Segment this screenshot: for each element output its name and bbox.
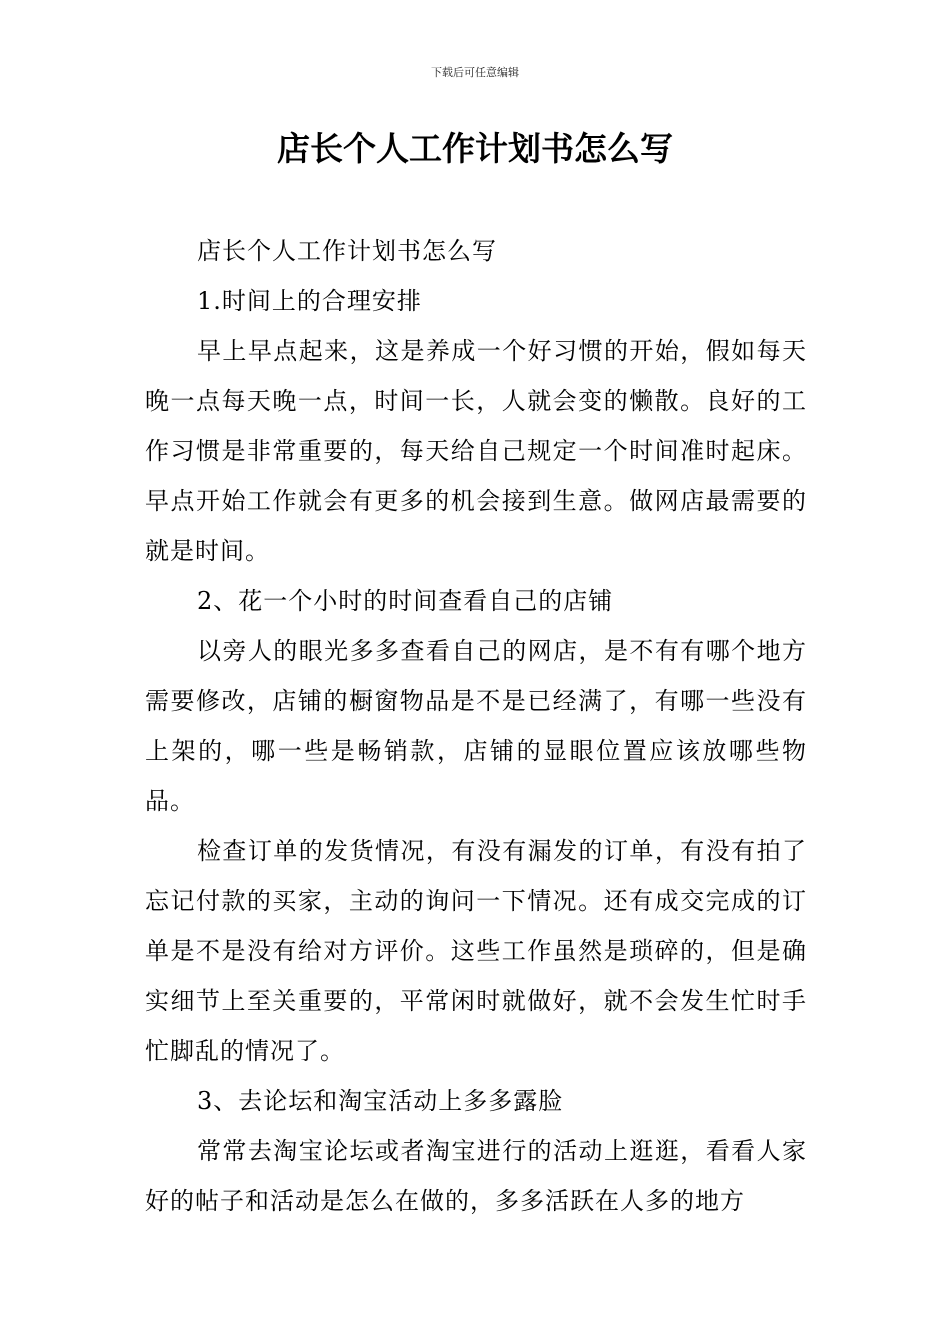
section-heading-check-store: 2、花一个小时的时间查看自己的店铺 [197, 587, 614, 615]
document-body [145, 226, 807, 1226]
paragraph-check-store: 以旁人的眼光多多查看自己的网店，是不有有哪个地方需要修改，店铺的橱窗物品是不是已经满了，有哪一些没有上架的，哪一些是畅销款，店铺的显眼位置应该放哪些物品。 [145, 637, 807, 815]
document-title: 店长个人工作计划书怎么写 [277, 129, 673, 168]
paragraph-check-orders: 检查订单的发货情况，有没有漏发的订单，有没有拍了忘记付款的买家，主动的询问一下情况。还有成交完成的订单是不是没有给对方评价。这些工作虽然是琐碎的，但是确实细节上至关重要的，平常闲时就做好，就不会发生忙时手忙脚乱的情况了。 [145, 837, 807, 1065]
paragraph-subtitle: 店长个人工作计划书怎么写 [197, 237, 497, 265]
section-heading-time-arrangement: 1.时间上的合理安排 [197, 287, 422, 315]
paragraph-time-arrangement: 早上早点起来，这是养成一个好习惯的开始，假如每天晚一点每天晚一点，时间一长，人就会变的懒散。良好的工作习惯是非常重要的，每天给自己规定一个时间准时起床。早点开始工作就会有更多的机会接到生意。做网店最需要的就是时间。 [145, 337, 807, 565]
section-heading-forum-activity: 3、去论坛和淘宝活动上多多露脸 [197, 1087, 564, 1115]
paragraph-forum-activity: 常常去淘宝论坛或者淘宝进行的活动上逛逛，看看人家好的帖子和活动是怎么在做的，多多活跃在人多的地方 [145, 1137, 807, 1215]
header-note: 下载后可任意编辑 [431, 66, 519, 79]
